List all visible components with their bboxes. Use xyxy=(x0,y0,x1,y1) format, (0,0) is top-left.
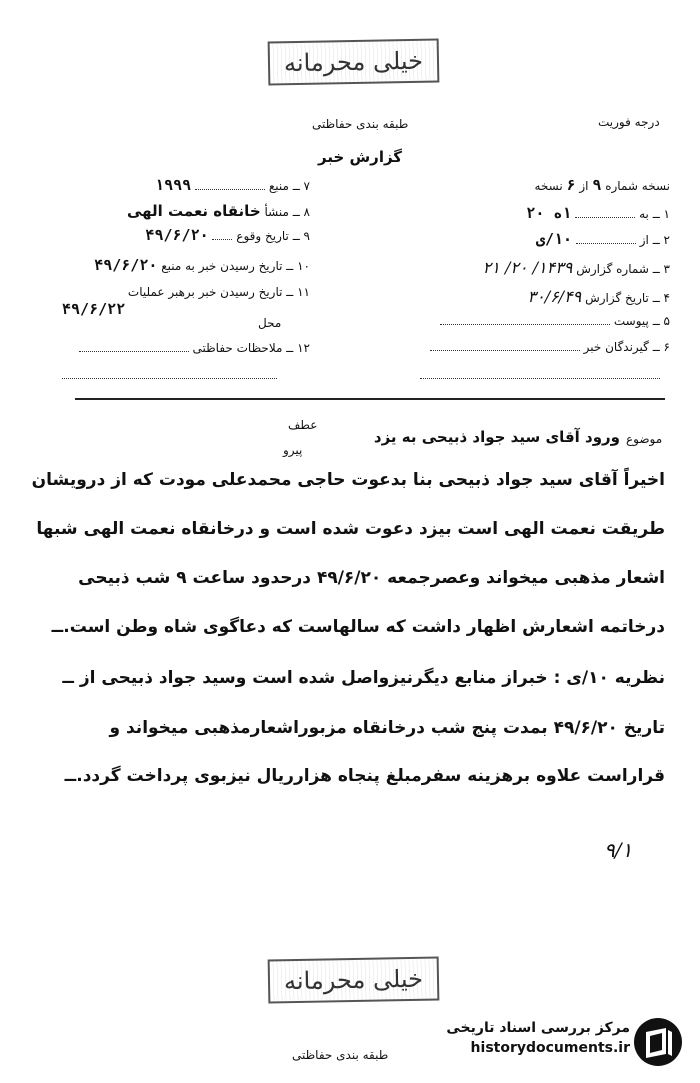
field-recipients: ۶ ــ گیرندگان خبر xyxy=(430,340,670,354)
field-to: ۱ ــ به ۱ه ۲۰ xyxy=(526,204,670,222)
field-occurrence-date: ۹ ــ تاریخ وقوع ۴۹/۶/۲۰ xyxy=(145,226,310,244)
recipients-extra-line xyxy=(420,368,660,379)
body-line: اشعار مذهبی میخواند وعصرجمعه ۴۹/۶/۲۰ درحدود ساعت ۹ شب ذبیحی xyxy=(78,568,665,588)
section-divider xyxy=(75,398,665,400)
archive-logo-icon xyxy=(632,1016,684,1068)
field-source: ۷ ــ منبع ۱۹۹۹ xyxy=(155,176,310,194)
operations-received-date-value: ۴۹/۶/۲۲ xyxy=(62,300,126,318)
security-notes-extra-line xyxy=(62,368,277,379)
top-classified-stamp: خیلی محرمانه xyxy=(268,39,440,86)
body-line: طریقت نعمت الهی است بیزد دعوت شده است و درخانقاه نعمت الهی شبها xyxy=(36,519,665,539)
follow-up-label: پیرو xyxy=(283,443,303,457)
field-from: ۲ ــ از ۱۰/ی xyxy=(535,230,670,248)
field-report-number: ۳ ــ شماره گزارش ۱۴۳۹/ ۲۰/ ۲۱ xyxy=(482,258,670,277)
field-operations-received-date: ۱۱ ــ تاریخ رسیدن خبر برهبر عملیات xyxy=(127,285,310,299)
body-line: نظریه ۱۰/ی : خبراز منابع دیگرنیزواصل شده است وسید جواد ذبیحی از ــ xyxy=(62,668,665,688)
place-label: محل xyxy=(258,316,282,330)
urgency-label: درجه فوریت xyxy=(598,115,660,129)
watermark-url: historydocuments.ir xyxy=(470,1040,630,1056)
watermark-org-name: مرکز بررسی اسناد تاریخی xyxy=(446,1020,630,1036)
field-source-received-date: ۱۰ ــ تاریخ رسیدن خبر به منبع ۴۹/۶/۲۰ xyxy=(94,256,310,274)
page-number: ۹/۱ xyxy=(604,838,633,862)
field-attachment: ۵ ــ پیوست xyxy=(440,314,670,328)
subject-text: ورود آقای سید جواد ذبیحی به یزد xyxy=(373,428,620,446)
body-line: تاریخ ۴۹/۶/۲۰ بمدت پنج شب درخانقاه مزبوراشعارمذهبی میخواند و xyxy=(109,718,665,738)
classification-label: طبقه بندی حفاظتی xyxy=(312,117,409,131)
subject-label: موضوع xyxy=(626,432,663,446)
body-line: درخاتمه اشعارش اظهار داشت که سالهاست که دعاگوی شاه وطن است.ــ xyxy=(51,617,665,637)
copy-number-field: نسخه شماره ۹ از ۶ نسخه xyxy=(534,176,670,194)
field-security-notes: ۱۲ ــ ملاحظات حفاظتی xyxy=(79,341,310,355)
reference-label: عطف xyxy=(288,418,318,432)
body-line: قراراست علاوه برهزینه سفرمبلغ پنجاه هزارریال نیزبوی پرداخت گردد.ــ xyxy=(64,766,665,786)
page-title: گزارش خبر xyxy=(318,148,403,166)
watermark-logo xyxy=(418,1020,630,1056)
body-line: اخیراً آقای سید جواد ذبیحی بنا بدعوت حاجی محمدعلی مودت که از درویشان xyxy=(31,470,665,490)
bottom-classified-stamp: خیلی محرمانه xyxy=(268,957,440,1004)
field-origin: ۸ ــ منشأ خانقاه نعمت الهی xyxy=(126,202,310,220)
field-report-date: ۴ ــ تاریخ گزارش ۳۰/۶/۴۹ xyxy=(527,287,670,306)
footer-classification-label: طبقه بندی حفاظتی xyxy=(292,1048,389,1062)
